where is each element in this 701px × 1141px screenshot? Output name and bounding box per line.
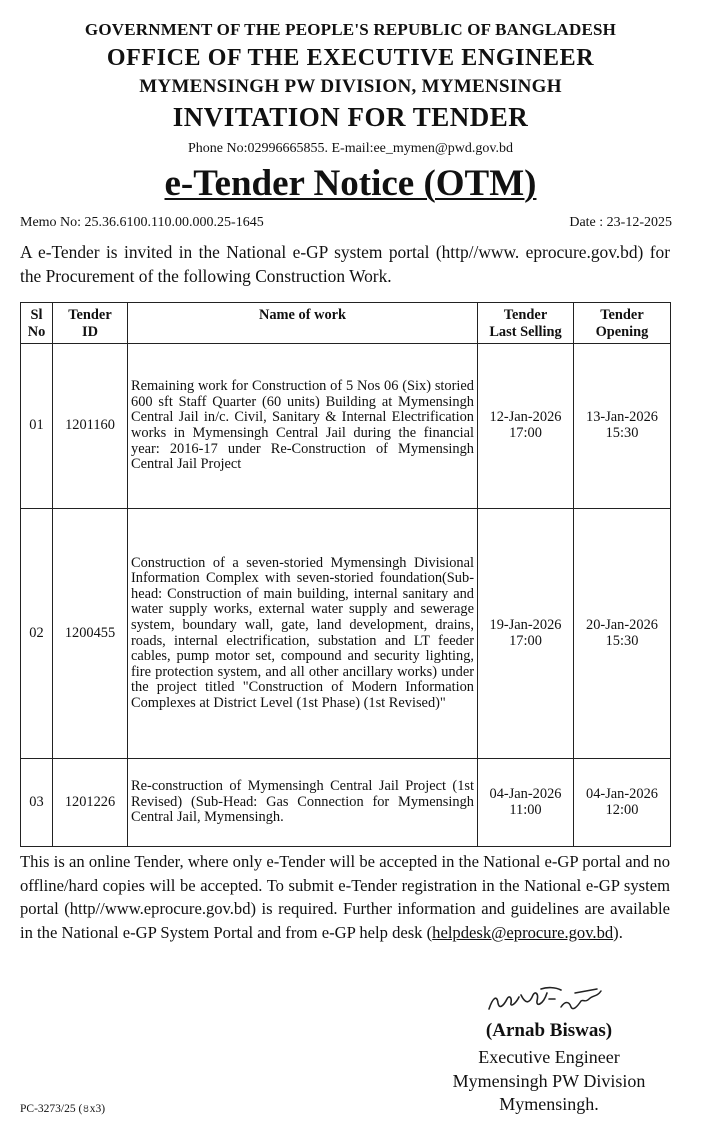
header-tender-id: Tender ID <box>53 303 128 344</box>
row-tender-id: 1200455 <box>53 509 128 759</box>
row-tender-id: 1201160 <box>53 344 128 509</box>
government-heading: GOVERNMENT OF THE PEOPLE'S REPUBLIC OF BANGLADESH <box>84 20 617 39</box>
handwritten-signature <box>485 985 610 1017</box>
row-last-selling: 04-Jan-2026 11:00 <box>478 759 574 847</box>
row-opening: 04-Jan-2026 12:00 <box>574 759 671 847</box>
row-tender-id: 1201226 <box>53 759 128 847</box>
memo-number: Memo No: 25.36.6100.110.00.000.25-1645 <box>20 215 264 230</box>
helpdesk-email-link[interactable]: helpdesk@eprocure.gov.bd <box>432 922 614 942</box>
header-opening: Tender Opening <box>574 303 671 344</box>
signatory-office: Mymensingh PW Division <box>452 1071 646 1091</box>
table-row <box>21 509 671 759</box>
instructions-paragraph: This is an online Tender, where only e-Tender will be accepted in the National e-GP portal and no offline/hard copies will be accepted. To submit e-Tender registration in the National e-GP system portal (http//www.eprocure.gov.bd) is required. Further information and guidelines are available in the National e-GP System Portal and from e-GP help desk (helpdesk@eprocure.gov.bd). <box>20 852 670 942</box>
notice-date: Date : 23-12-2025 <box>569 215 672 230</box>
row-work: Remaining work for Construction of 5 Nos 06 (Six) storied 600 sft Staff Quarter (60 units) Building at Mymensingh Central Jail in/c. Civil, Sanitary & Internal Electrification works in Mymensingh Central Jail during the financial year: 2016-17 under Re-Construction of Mymensingh Central Jail Project <box>128 344 478 509</box>
table-row <box>21 344 671 509</box>
table-row <box>21 759 671 847</box>
row-work: Re-construction of Mymensingh Central Jail Project (1st Revised) (Sub-Head: Gas Connection for Mymensingh Central Jail, Mymensingh. <box>128 759 478 847</box>
contact-line: Phone No:02996665855. E-mail:ee_mymen@pwd.gov.bd <box>187 141 513 156</box>
tender-table <box>20 302 671 847</box>
notice-title-text: e-Tender Notice (OTM) <box>164 163 537 204</box>
intro-paragraph: A e-Tender is invited in the National e-GP system portal (http//www. eprocure.gov.bd) for the Procurement of the following Construction Work. <box>20 242 670 286</box>
office-heading: OFFICE OF THE EXECUTIVE ENGINEER <box>106 45 595 71</box>
row-opening: 13-Jan-2026 15:30 <box>574 344 671 509</box>
row-opening: 20-Jan-2026 15:30 <box>574 509 671 759</box>
row-sl: 02 <box>21 509 53 759</box>
row-sl: 03 <box>21 759 53 847</box>
division-heading: MYMENSINGH PW DIVISION, MYMENSINGH <box>139 76 562 97</box>
row-sl: 01 <box>21 344 53 509</box>
header-last-selling: Tender Last Selling <box>478 303 574 344</box>
invitation-heading: INVITATION FOR TENDER <box>172 102 529 132</box>
signatory-place: Mymensingh. <box>499 1094 599 1114</box>
signatory-designation: Executive Engineer <box>478 1047 620 1067</box>
table-header-row <box>21 303 671 344</box>
notice-title <box>0 162 701 205</box>
header-name-of-work: Name of work <box>128 303 478 344</box>
row-last-selling: 19-Jan-2026 17:00 <box>478 509 574 759</box>
publication-code: PC-3273/25 (৪x3) <box>20 1103 106 1115</box>
signatory-name: (Arnab Biswas) <box>485 1020 613 1041</box>
header-sl: Sl No <box>21 303 53 344</box>
row-last-selling: 12-Jan-2026 17:00 <box>478 344 574 509</box>
row-work: Construction of a seven-storied Mymensingh Divisional Information Complex with seven-storied foundation(Sub-head: Construction of main building, internal sanitary and water supply works, external water supply and sewerage system, boundary wall, gate, land development, drains, roads, internal electrification, substation and LT feeder cables, pump motor set, compound and security lighting, fire protection system, and all other ancillary works) under the project titled "Construction of Modern Information Complexes at District Level (1st Phase) (1st Revised)" <box>128 509 478 759</box>
